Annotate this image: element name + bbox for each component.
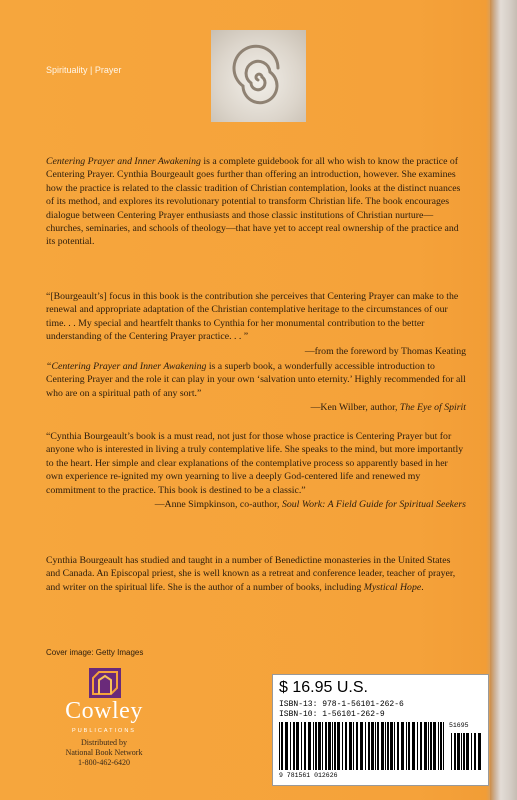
endorsement-simpkinson (46, 430, 466, 511)
barcode-panel (272, 674, 489, 786)
endorsement-quote: “Cynthia Bourgeault’s book is a must read, not just for those whose practice is Centering Prayer but for anyone who is interested in living a truly contemplative life. She speaks to the mind, but more importantly to the heart. Her simple and clear explanations of the contemplative process so apparently based in her own experience re-ignited my own yearning to live a deeply God-centered life and renewed my commitment to the practice. This book is destined to be a classic.” (46, 431, 464, 496)
isbn13-label: ISBN-13: 978-1-56101-262-6 (279, 700, 404, 709)
distributor-info: Distributed by National Book Network 1-800-462-6420 (65, 738, 143, 767)
barcode-icon (279, 722, 444, 770)
publisher-sub: PUBLICATIONS (72, 728, 136, 734)
publisher-logo (44, 668, 164, 778)
spiral-icon (211, 30, 306, 122)
endorsement-quote: “[Bourgeault’s] focus in this book is the contribution she perceives that Centering Prayer can make to the renewal and appropriate adaptation of the Christian contemplative heritage to the circumstances of our time. . . My special and heartfelt thanks to Cynthia for her monumental contribution to the better understanding of the Centering Prayer practice. . . ” (46, 291, 459, 343)
cover-credit: Cover image: Getty Images (46, 648, 144, 657)
addon-barcode-icon (451, 733, 481, 770)
endorsement-attribution: —Anne Simpkinson, co-author, (154, 499, 282, 511)
spiral-image (211, 30, 306, 122)
category-label: Spirituality | Prayer (46, 65, 122, 75)
page-edge (490, 0, 517, 800)
description-block (46, 155, 466, 249)
endorsement-keating (46, 290, 466, 358)
endorsement-attribution: —from the foreword by Thomas Keating (304, 345, 466, 357)
price-label: $ 16.95 U.S. (279, 679, 368, 696)
publisher-name: Cowley (65, 698, 143, 724)
description-text: is a complete guidebook for all who wish to know the practice of Centering Prayer. Cynthia Bourgeault goes further than offering an introduction, however. She examines how the practice is related to the classic tradition of Christian contemplation, looks at the distinct nuances of its method, and explores its revolutionary potential to transform Christian life. The book encourages dialogue between Centering Prayer enthusiasts and those classic institutions of Christian nurture—churches, seminaries, and schools of theology—that have yet to accept real ownership of the practice and its potential. (46, 156, 461, 248)
endorsement-wilber (46, 360, 466, 415)
isbn10-label: ISBN-10: 1-56101-262-9 (279, 710, 385, 719)
bio-text: Cynthia Bourgeault has studied and taught in a number of Benedictine monasteries in the United States and Canada. An Episcopal priest, she is well known as a retreat and conference leader, teacher of prayer, and writer on the spiritual life. She is the author of a number of books, including (46, 555, 456, 593)
description-title: Centering Prayer and Inner Awakening (46, 156, 201, 167)
endorsement-book-title: “Centering Prayer and Inner Awakening (46, 361, 207, 372)
cowley-emblem-icon (89, 668, 121, 698)
endorsement-attribution-title: Soul Work: A Field Guide for Spiritual Seekers (281, 499, 466, 511)
endorsement-attribution-title: The Eye of Spirit (399, 402, 466, 414)
addon-number: 51695 (449, 722, 469, 729)
bio-book-title: Mystical Hope (363, 581, 422, 593)
endorsement-attribution: —Ken Wilber, author, (310, 402, 400, 414)
barcode-number: 9 781561 012626 (279, 772, 338, 779)
endorsement-quote: is a superb book, a wonderfully accessible introduction to Centering Prayer and the role it can play in your own ‘salvation unto eternity.’ Highly recommended for all who are on a spiritual path of any sort.” (46, 361, 466, 399)
author-bio: Cynthia Bourgeault has studied and taught in a number of Benedictine monasteries in the United States and Canada. An Episcopal priest, she is well known as a retreat and conference leader, teacher of prayer, and writer on the spiritual life. She is the author of a number of books, including Mystical Hope. (46, 555, 456, 593)
